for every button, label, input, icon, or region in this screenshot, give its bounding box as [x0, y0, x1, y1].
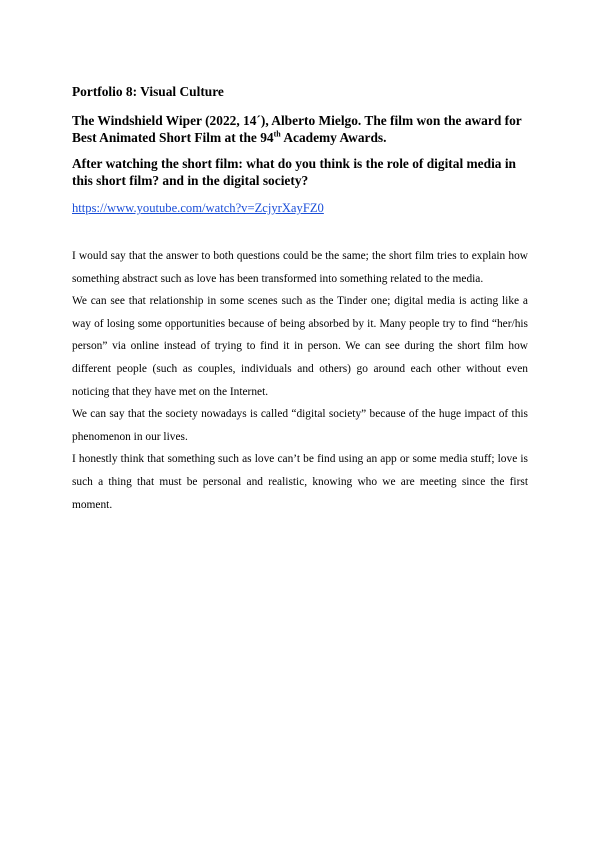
answer-paragraph-3: We can say that the society nowadays is called “digital society” because of the huge impact of this phenomenon in our lives. [72, 408, 528, 443]
film-info-text: The Windshield Wiper (2022, 14´), Alberto Mielgo. The film won the award for Best Animated Short Film at the 94 [72, 113, 522, 145]
assignment-question: After watching the short film: what do you think is the role of digital media in this short film? and in the digital society? [72, 156, 517, 188]
ordinal-suffix: th [273, 129, 281, 139]
document-title: Portfolio 8: Visual Culture [72, 84, 224, 99]
answer-paragraph-4: I honestly think that something such as love can’t be find using an app or some media stuff; love is such a thing that must be personal and realistic, knowing who we are meeting since the first moment. [72, 453, 528, 511]
answer-paragraph-2: We can see that relationship in some scenes such as the Tinder one; digital media is acting like a way of losing some opportunities because of being absorbed by it. Many people try to find “her/his person” via online instead of trying to find it in person. We can see during the short film how different people (such as couples, individuals and others) go around each other without even noticing that they have met on the Internet. [72, 295, 528, 398]
film-info [72, 112, 528, 146]
film-info-tail: Academy Awards. [280, 130, 387, 145]
document-content [72, 84, 528, 516]
answer-body [72, 245, 528, 516]
youtube-link[interactable]: https://www.youtube.com/watch?v=ZcjyrXayFZ0 [72, 201, 324, 215]
answer-paragraph-1: I would say that the answer to both questions could be the same; the short film tries to explain how something abstract such as love has been transformed into something related to the media. [72, 250, 528, 285]
